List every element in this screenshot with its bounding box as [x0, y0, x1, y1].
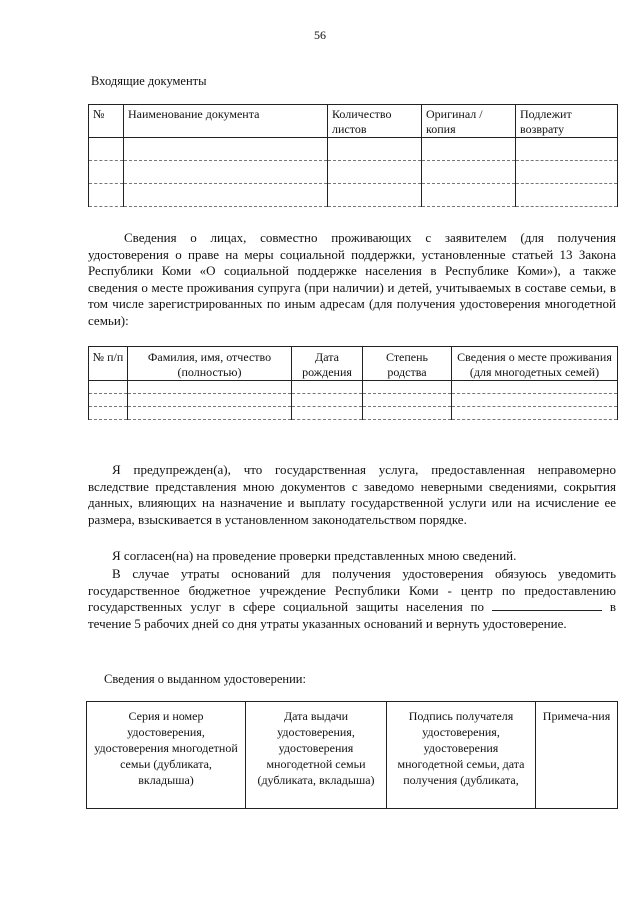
col-sheet-count: Количество листов — [328, 105, 422, 138]
col-relation: Степень родства — [363, 347, 452, 381]
warning-statement: Я предупрежден(а), что государственная услуга, предоставленная неправомерно вследствие представления мною документов с заведомо неверными сведениями, сокрытия данных, влияющих на назначение и выплату государственной услуги или на исчисление ее размера, взыскивается в установленном законодательством порядке. — [88, 462, 616, 527]
incoming-docs-title: Входящие документы — [91, 74, 207, 88]
col-issue-date: Дата выдачи удостоверения, удостоверения многодетной семьи (дубликата, вкладыша) — [246, 702, 387, 809]
loss-statement-part1: В случае утраты оснований для получения удостоверения обязуюсь уведомить государственное бюджетное учреждение Республики Коми - центр по предоставлению государственных услуг в сфере социальной защиты населения по — [88, 566, 616, 614]
col-fullname: Фамилия, имя, отчество (полностью) — [128, 347, 292, 381]
col-return: Подлежит возврату — [516, 105, 618, 138]
table-row — [89, 407, 618, 420]
cohabitants-table — [88, 346, 618, 420]
cohabitants-intro: Сведения о лицах, совместно проживающих с заявителем (для получения удостоверения о праве на меры социальной поддержки, установленные статьей 13 Закона Республики Коми «О социальной поддержке населения в Республике Коми»), а также сведения о месте проживания супруга (при наличии) и детей, учитываемых в составе семьи, в том числе зарегистрированных по иным адресам (для получения удостоверения многодетной семьи): — [88, 230, 616, 328]
table-row — [89, 394, 618, 407]
table-row — [89, 184, 618, 207]
col-number: № — [89, 105, 124, 138]
incoming-docs-table — [88, 104, 618, 207]
col-doc-name: Наименование документа — [124, 105, 328, 138]
issued-table — [86, 701, 618, 809]
loss-statement — [88, 566, 616, 632]
col-series-number: Серия и номер удостоверения, удостоверения многодетной семьи (дубликата, вкладыша) — [87, 702, 246, 809]
loss-statement-part2: в течение 5 рабочих дней со дня утраты указанных оснований и вернуть удостоверение. — [88, 599, 617, 631]
notification-deadline-blank — [492, 599, 602, 611]
consent-statement: Я согласен(на) на проведение проверки представленных мною сведений. — [112, 548, 517, 563]
issued-title: Сведения о выданном удостоверении: — [104, 672, 306, 686]
table-row — [89, 381, 618, 394]
col-recipient-signature: Подпись получателя удостоверения, удостоверения многодетной семьи, дата получения (дубликата, — [387, 702, 536, 809]
col-pp: № п/п — [89, 347, 128, 381]
table-row — [89, 138, 618, 161]
col-notes: Примеча-ния — [536, 702, 618, 809]
table-row — [89, 161, 618, 184]
col-birthdate: Дата рождения — [292, 347, 363, 381]
col-residence: Сведения о месте проживания (для многодетных семей) — [452, 347, 618, 381]
page-number: 56 — [314, 28, 326, 42]
col-original-copy: Оригинал /копия — [422, 105, 516, 138]
